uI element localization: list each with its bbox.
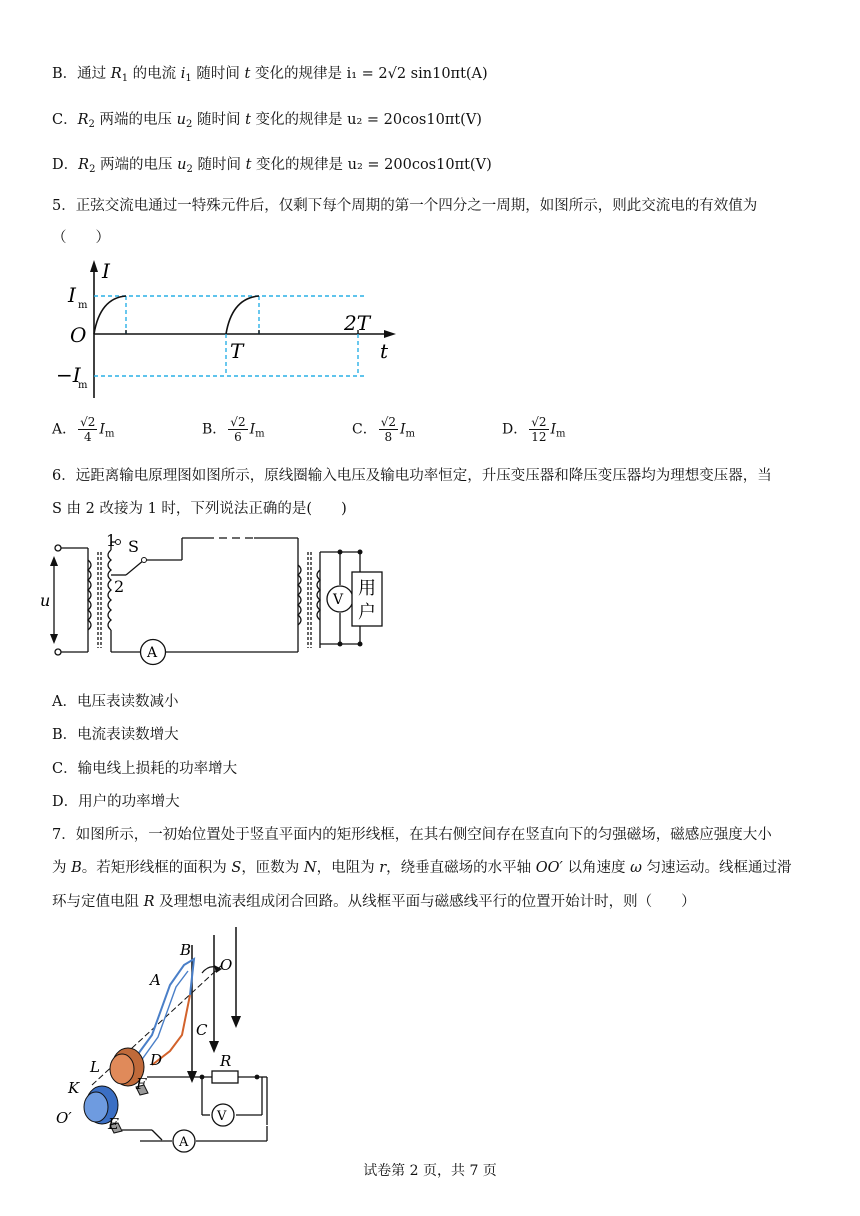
q4-option-b: B．通过 $R_1$ 的电流 $i_1$ 随时间 t 变化的规律是 i₁ = 2√2 sin10πt(A) [52,66,488,84]
q5-paren: （ ） [52,230,110,246]
x-axis-label: t [380,339,389,363]
q4-option-c: C．$R_2$ 两端的电压 $u_2$ 随时间 t 变化的规律是 u₂ = 20cos10πt(V) [52,112,482,130]
q5-stem: 5．正弦交流电通过一特殊元件后，仅剩下每个周期的第一个四分之一周期，如图所示，则此交流电的有效值为 [52,198,758,214]
page-footer: 试卷第 2 页，共 7 页 [363,1163,497,1179]
label-v: V [217,1109,227,1124]
label-oprime: O′ [56,1109,72,1127]
q6-option-b[interactable]: B．电流表读数增大 [52,727,179,743]
y-axis-label: I [102,259,110,283]
q6-stem-2: S 由 2 改接为 1 时，下列说法正确的是( ) [52,501,347,517]
im-sub: m [78,300,88,311]
t-label: T [230,339,244,363]
ammeter-label: A [179,1135,189,1150]
q6-option-a[interactable]: A．电压表读数减小 [52,694,179,710]
formula: u₂ = 200cos10πt(V) [347,157,492,173]
label-o: O [220,956,233,974]
q7-ammeter [140,1126,320,1156]
user-label-2: 户 [358,602,376,623]
label-c: C [196,1021,208,1039]
q5-option-d[interactable]: D． $\frac{√2}{12}$ $I_m$ [502,415,566,444]
q6-circuit-diagram [40,530,388,675]
label-l: L [90,1058,100,1076]
label-k: K [68,1079,80,1097]
q5-option-b[interactable]: B． $\frac{√2}{6}$ $I_m$ [202,415,265,444]
formula: i₁ = 2√2 sin10πt(A) [346,66,488,82]
label-b: B [180,941,192,959]
label-a: A [150,971,161,989]
neg-im-sub: m [78,380,88,391]
q7-stem-3: 环与定值电阻 R 及理想电流表组成闭合回路。从线框平面与磁感线平行的位置开始计时，则（ ） [52,894,696,910]
q5-graph [50,258,410,408]
origin-label: O [70,323,87,347]
label-f: F [136,1075,147,1093]
label-2: 2 [114,577,125,596]
q5-option-c[interactable]: C． $\frac{√2}{8}$ $I_m$ [352,415,416,444]
q6-option-c[interactable]: C．输电线上损耗的功率增大 [52,761,238,777]
ammeter-label: A [147,645,158,661]
q6-stem-1: 6．远距离输电原理图如图所示，原线圈输入电压及输电功率恒定，升压变压器和降压变压器均为理想变压器，当 [52,468,772,484]
q7-stem-2: 为 B。若矩形线框的面积为 S，匝数为 N，电阻为 r，绕垂直磁场的水平轴 OO′ 以角速度 ω 匀速运动。线框通过滑 [52,860,792,876]
label-s: S [128,537,139,556]
formula: u₂ = 20cos10πt(V) [347,112,482,128]
user-label-1: 用 [358,578,376,599]
voltmeter-label: V [333,592,344,608]
q5-option-a[interactable]: A． $\frac{√2}{4}$ $I_m$ [52,415,115,444]
2t-label: 2T [344,311,371,335]
q7-stem-1: 7．如图所示，一初始位置处于竖直平面内的矩形线框，在其右侧空间存在竖直向下的匀强磁场，磁感应强度大小 [52,827,772,843]
label-1: 1 [106,531,117,550]
neg-im-label: −I [56,363,81,387]
q6-option-d[interactable]: D．用户的功率增大 [52,794,180,810]
label-d: D [150,1051,163,1069]
q7-generator-diagram [52,925,282,1140]
label-r: R [220,1052,232,1070]
label-u: u [40,591,51,610]
q4-option-d: D．$R_2$ 两端的电压 $u_2$ 随时间 t 变化的规律是 u₂ = 200cos10πt(V) [52,157,492,175]
label-e: E [108,1115,119,1133]
im-label: I [68,283,76,307]
